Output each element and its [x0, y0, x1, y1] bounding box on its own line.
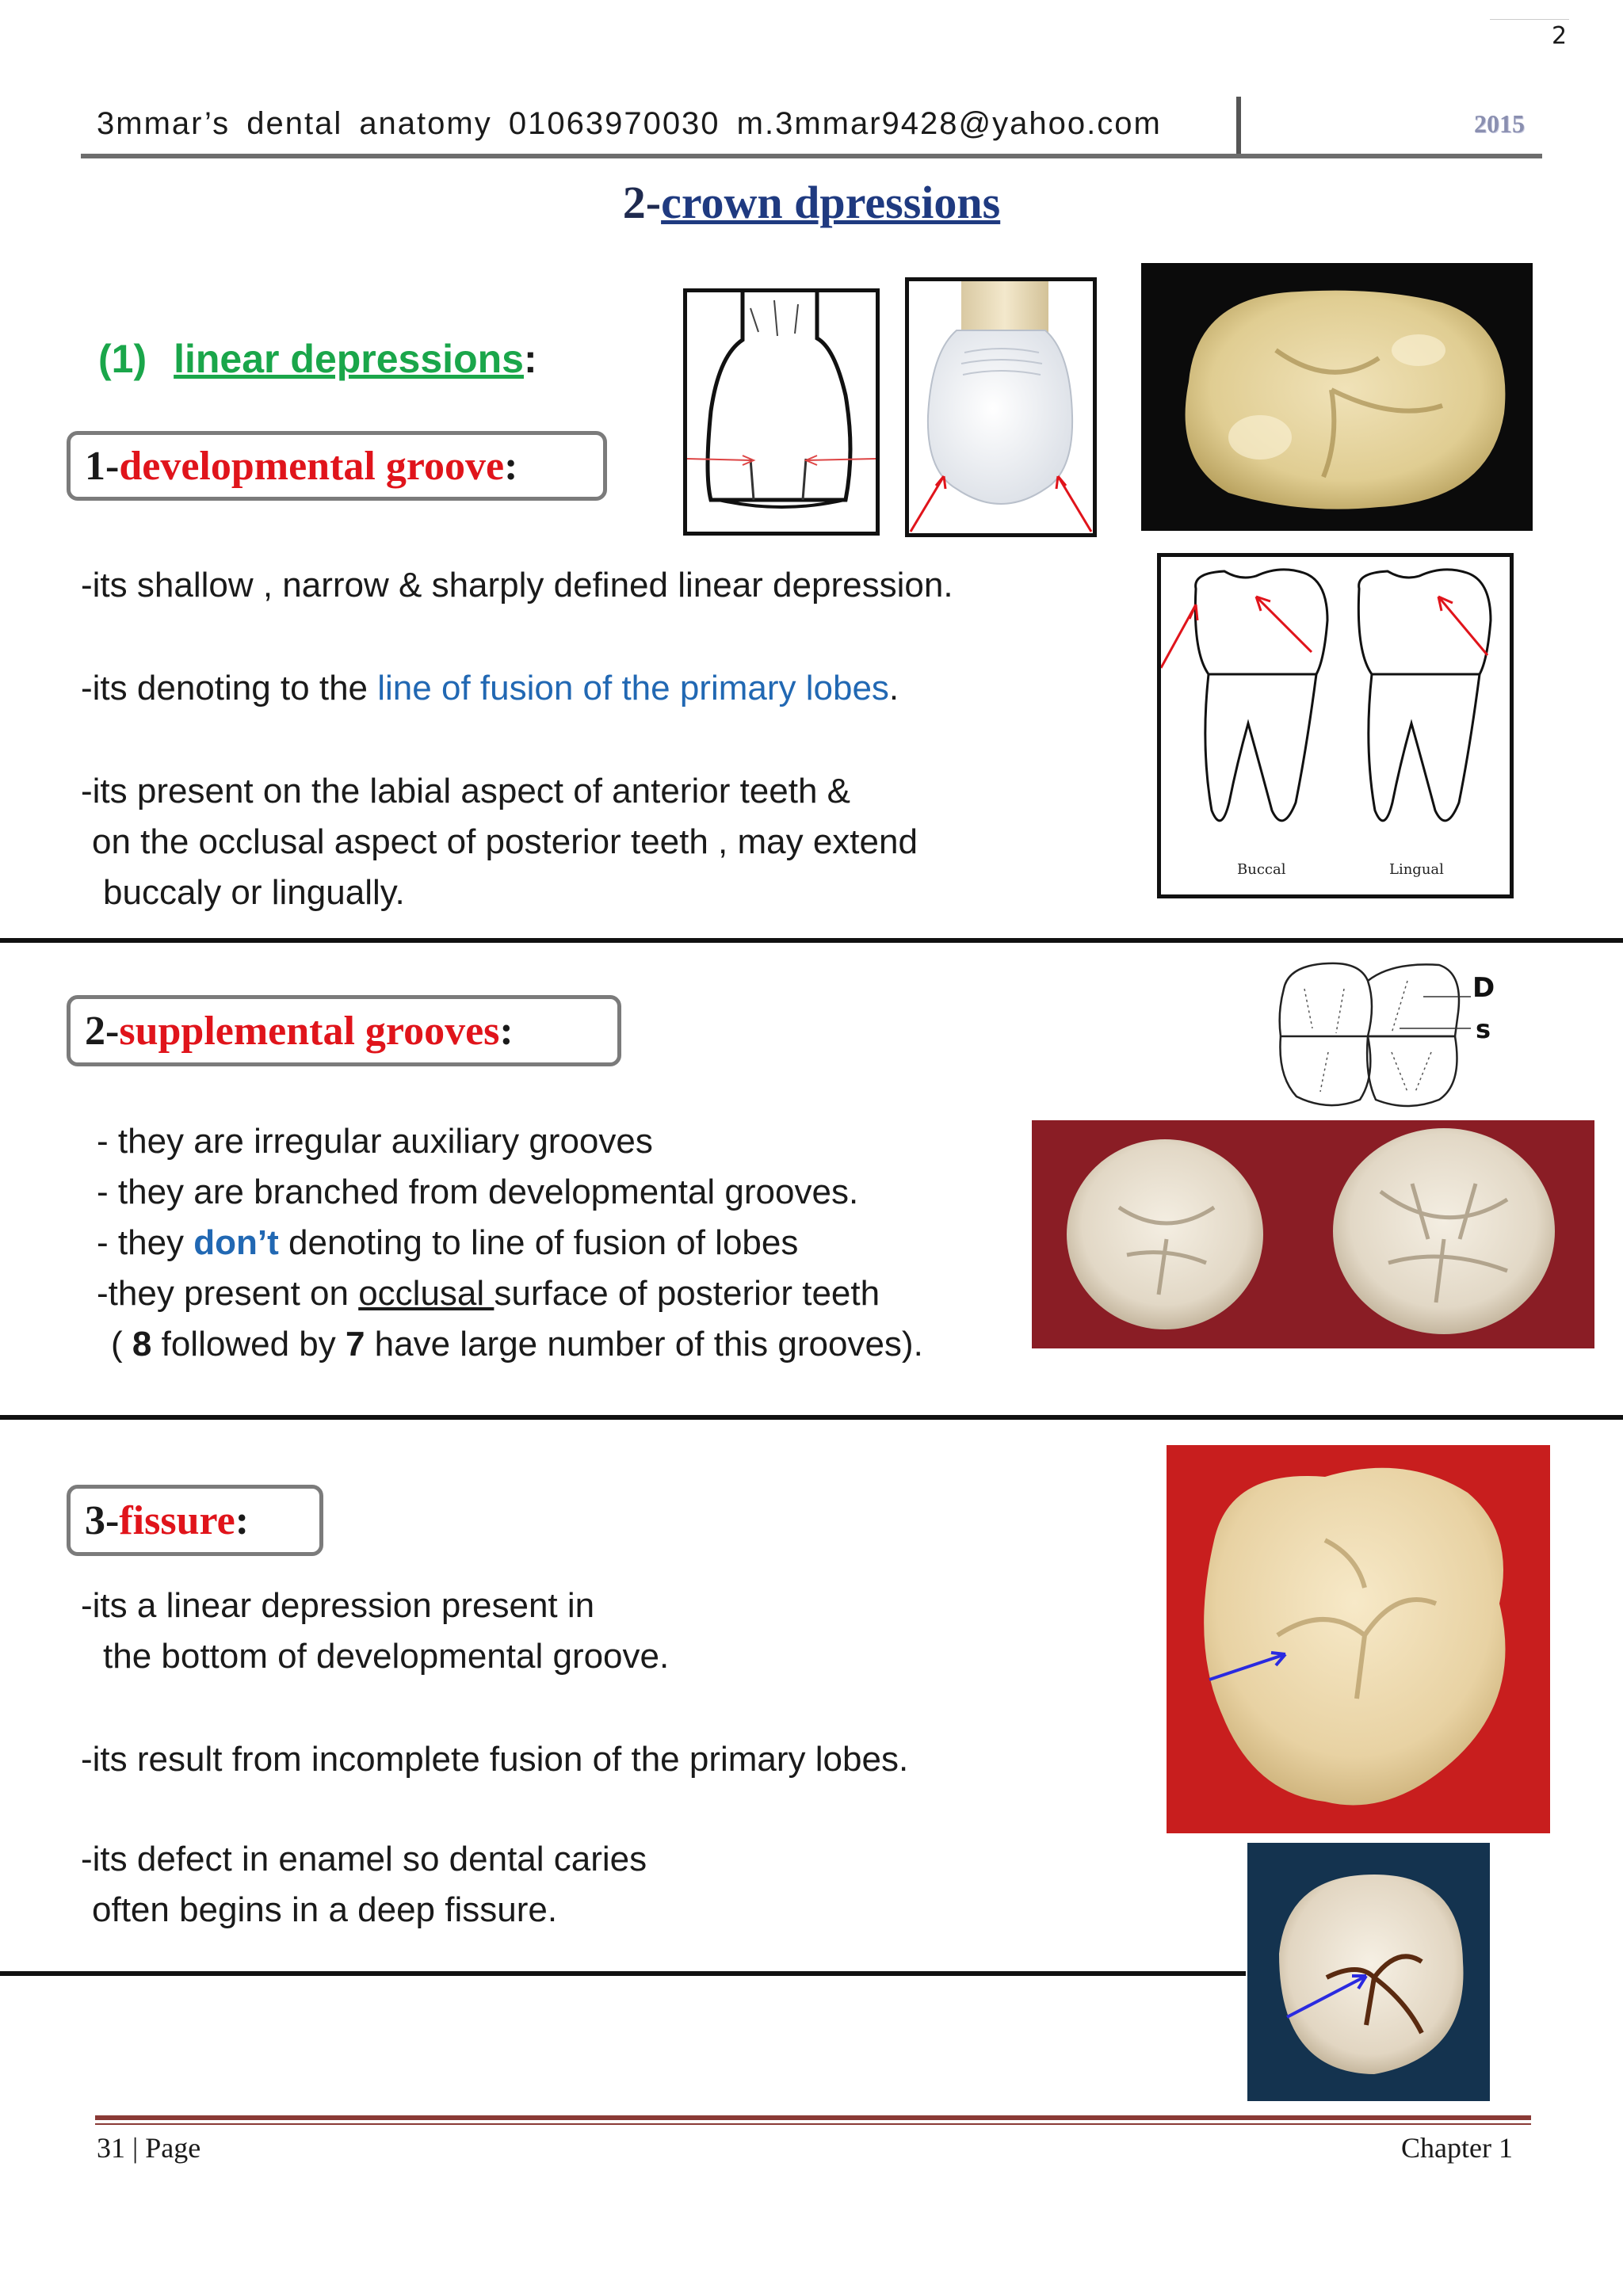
supp-line5-seven: 7 [345, 1325, 365, 1363]
dev-groove-line-3: -its present on the labial aspect of anterior teeth & [81, 772, 851, 810]
fissure-line-4: -its defect in enamel so dental caries [81, 1840, 647, 1878]
supp-line-2: - they are branched from developmental grooves. [97, 1173, 859, 1211]
supp-line3-pre: - they [97, 1223, 194, 1262]
heading-colon: : [504, 443, 518, 489]
incisor-sketch-drawing [687, 292, 876, 532]
molar-buccal-lingual-diagram [1157, 553, 1514, 898]
footer-chapter-label: Chapter 1 [1401, 2132, 1513, 2164]
fissure-caries-photo [1247, 1843, 1490, 2101]
header-year: 2015 [1474, 109, 1525, 138]
footer-rule-thin [95, 2123, 1531, 2125]
supp-line5-e: have large number of this grooves). [365, 1325, 923, 1363]
molar-diagram-drawing [1161, 557, 1510, 894]
title-prefix: 2- [622, 177, 662, 228]
supp-line5-eight: 8 [132, 1325, 152, 1363]
fissure-line-5: often begins in a deep fissure. [92, 1890, 558, 1929]
footer-rule-thick [95, 2115, 1531, 2120]
heading-text: developmental groove [119, 443, 505, 489]
label-d: D [1472, 972, 1495, 1004]
supplemental-grooves-heading [67, 995, 621, 1066]
supp-line4-pre: -they present on [97, 1274, 359, 1313]
supp-line3-post: denoting to line of fusion of lobes [278, 1223, 799, 1262]
developmental-groove-heading [67, 431, 607, 501]
incisor-model-image [905, 277, 1097, 537]
label-lingual: Lingual [1389, 861, 1444, 878]
page-number: 2 [1552, 22, 1568, 50]
dev-groove-line-2 [81, 669, 899, 708]
supp-line-1: - they are irregular auxiliary grooves [97, 1122, 653, 1161]
supp-line5-c: followed by [151, 1325, 346, 1363]
dev-line2-post: . [888, 669, 899, 707]
dev-groove-line-1: -its shallow , narrow & sharply defined linear depression. [81, 566, 953, 605]
header-rule [81, 154, 1542, 158]
supp-line4-underlined: occlusal [358, 1274, 495, 1313]
incisor-model-drawing [909, 281, 1093, 533]
dev-line2-pre: -its denoting to the [81, 669, 378, 707]
heading-text: fissure [119, 1497, 235, 1543]
fissure-line-1: -its a linear depression present in [81, 1586, 595, 1625]
incisor-sketch-image [683, 288, 880, 536]
fissure-molar-drawing [1167, 1445, 1550, 1833]
heading-text: supplemental grooves [119, 1008, 500, 1054]
section-divider-1 [0, 938, 1623, 943]
supp-line-5 [111, 1325, 923, 1364]
fissure-line-3: -its result from incomplete fusion of the primary lobes. [81, 1740, 909, 1779]
supp-line-4 [97, 1274, 880, 1314]
occlusal-outline-drawing [1273, 957, 1503, 1112]
heading-colon: : [235, 1497, 250, 1543]
molar-occlusal-photo [1141, 263, 1533, 531]
label-buccal: Buccal [1237, 861, 1286, 878]
fissure-molar-photo [1167, 1445, 1550, 1833]
heading-number: 3- [85, 1497, 120, 1543]
footer-page-label: 31 | Page [97, 2132, 201, 2164]
molar-occlusal-drawing [1141, 263, 1533, 531]
supp-line3-highlight: don’t [193, 1223, 279, 1262]
occlusal-outline-diagram [1273, 957, 1503, 1112]
fissure-line-2: the bottom of developmental groove. [103, 1637, 670, 1676]
subheading-label: linear depressions [174, 337, 524, 381]
supp-line5-a: ( [111, 1325, 132, 1363]
dev-groove-line-5: buccaly or lingually. [103, 873, 405, 912]
fissure-caries-drawing [1247, 1843, 1490, 2101]
page-title [0, 176, 1623, 229]
dev-groove-line-4: on the occlusal aspect of posterior teeth , may extend [92, 822, 918, 861]
subheading-colon: : [523, 337, 537, 381]
heading-number: 1- [85, 443, 120, 489]
subheading-number: (1) [98, 337, 147, 381]
title-text: crown dpressions [661, 177, 1001, 228]
label-s: s [1476, 1014, 1491, 1044]
section-divider-3 [0, 1971, 1246, 1976]
supplemental-molars-photo [1032, 1120, 1594, 1348]
subheading-linear-depressions [98, 336, 537, 382]
supp-line-3 [97, 1223, 798, 1263]
heading-number: 2- [85, 1008, 120, 1054]
section-divider-2 [0, 1415, 1623, 1420]
supp-line4-post: surface of posterior teeth [494, 1274, 880, 1313]
supplemental-molars-drawing [1032, 1120, 1594, 1348]
header-author-line: 3mmar’s dental anatomy 01063970030 m.3mmar9428@yahoo.com [97, 106, 1162, 141]
header-divider [1236, 97, 1241, 155]
dev-line2-highlight: line of fusion of the primary lobes [377, 669, 889, 707]
top-hairline [1490, 19, 1569, 20]
heading-colon: : [499, 1008, 514, 1054]
fissure-heading [67, 1485, 323, 1556]
